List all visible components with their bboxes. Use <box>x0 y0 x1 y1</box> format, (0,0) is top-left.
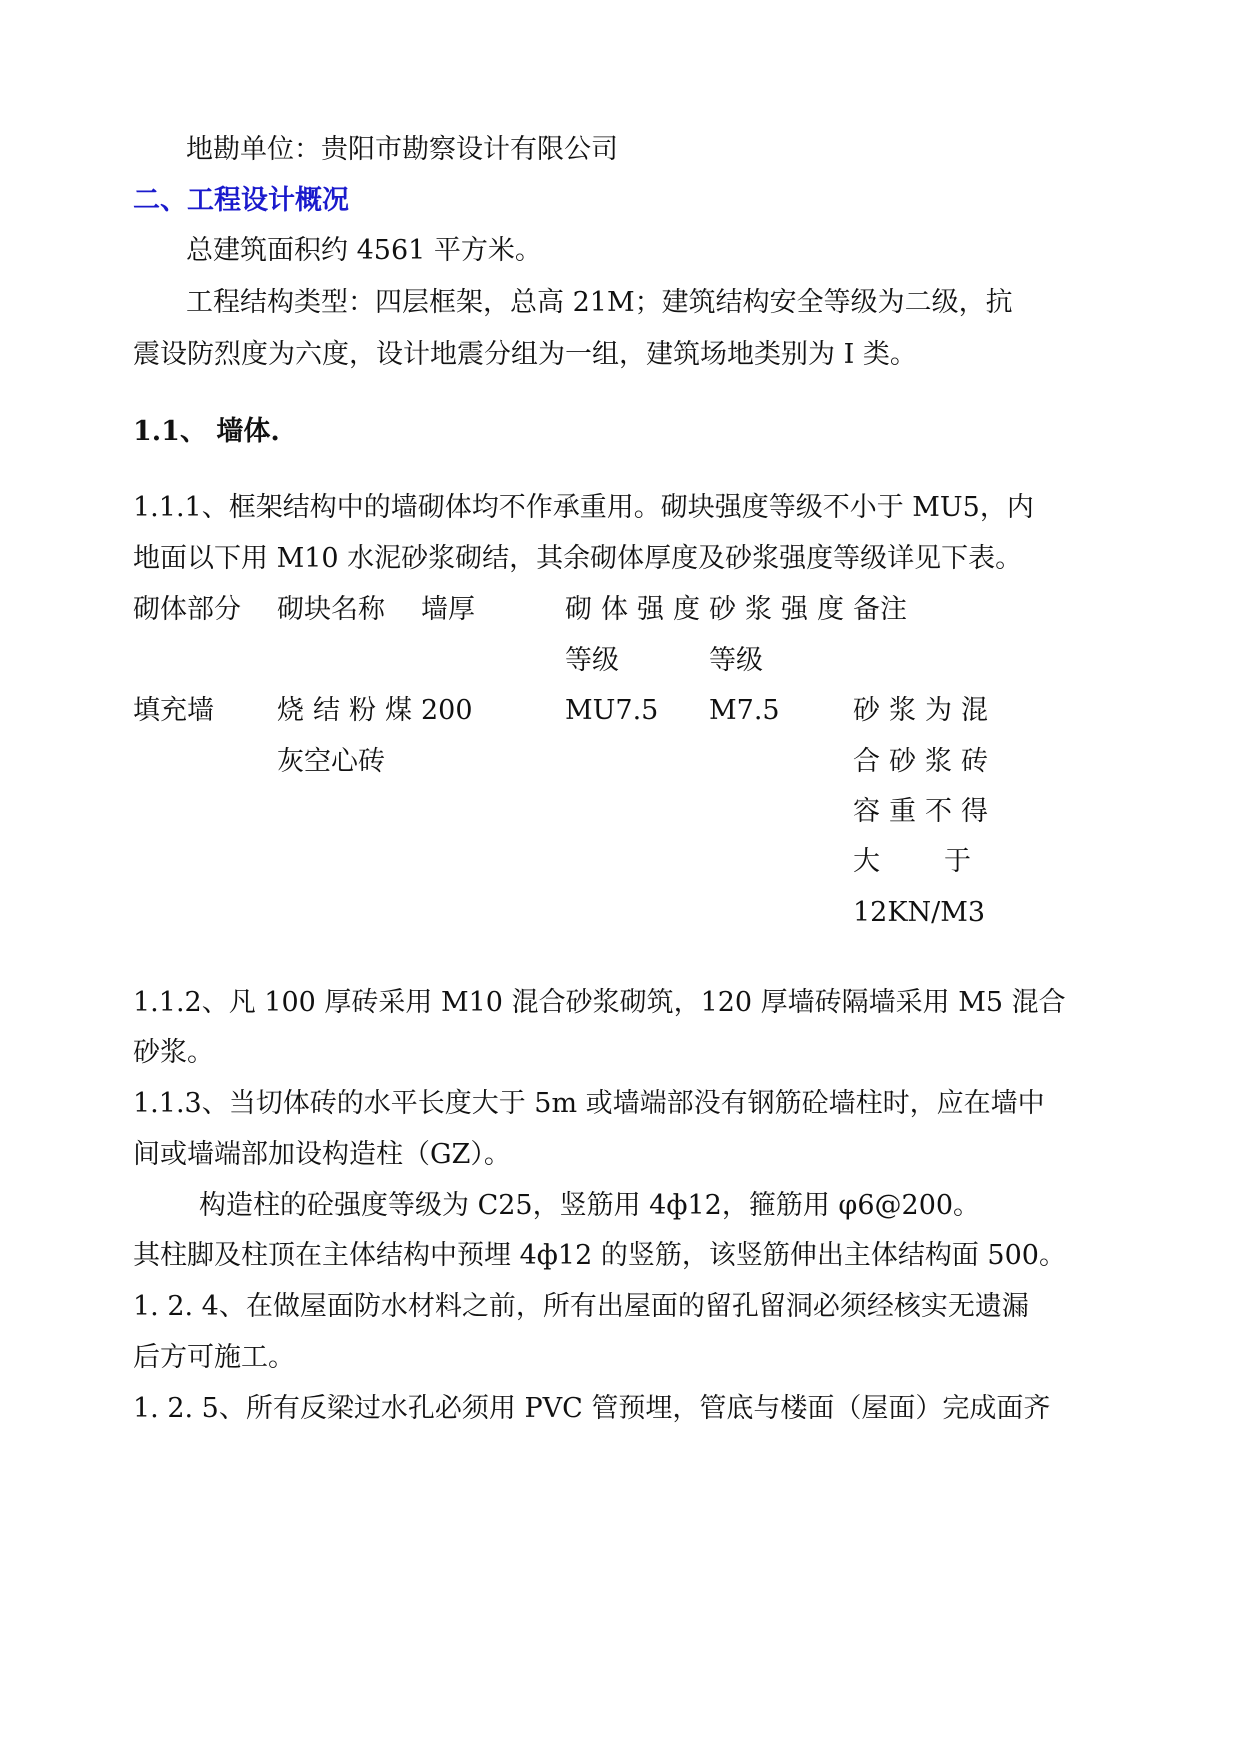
p112-line-1: 1.1.2、凡 100 厚砖采用 M10 混合砂浆砌筑，120 厚墙砖隔墙采用 M5 混合 <box>133 987 1066 1018</box>
table-header-part: 砌体部分 <box>133 594 241 625</box>
gz-line-1: 构造柱的砼强度等级为 C25，竖筋用 4ф12，箍筋用 φ6@200。 <box>199 1190 981 1221</box>
table-cell-block-name-1 <box>277 691 421 731</box>
table-cell-block-name-2: 灰空心砖 <box>277 746 385 777</box>
table-header-masonry-grade-1 <box>565 590 709 630</box>
table-cell-note-1 <box>853 691 997 731</box>
table-header-note: 备注 <box>853 594 907 625</box>
table-header-mortar-grade-2: 等级 <box>709 645 763 676</box>
note-text-4a: 大 <box>853 846 880 877</box>
note-text-4b: 于 <box>944 846 971 877</box>
p111-line-2: 地面以下用 M10 水泥砂浆砌结，其余砌体厚度及砂浆强度等级详见下表。 <box>133 543 1023 574</box>
p124-line-2: 后方可施工。 <box>133 1342 295 1373</box>
section2-heading: 二、工程设计概况 <box>133 185 349 216</box>
structure-type-line-2: 震设防烈度为六度，设计地震分组为一组，建筑场地类别为 I 类。 <box>133 339 917 370</box>
p112-line-2: 砂浆。 <box>133 1037 214 1068</box>
table-cell-note-3 <box>853 792 997 832</box>
table-cell-note-5: 12KN/M3 <box>853 897 986 928</box>
table-cell-thickness: 200 <box>421 695 473 726</box>
p113-line-1: 1.1.3、当切体砖的水平长度大于 5m 或墙端部没有钢筋砼墙柱时，应在墙中 <box>133 1088 1045 1119</box>
note-text-1: 砂浆为混 <box>853 695 997 726</box>
table-header-masonry-grade-text: 砌体强度 <box>565 594 709 625</box>
table-header-block-name: 砌块名称 <box>277 594 385 625</box>
p124-line-1: 1. 2. 4、在做屋面防水材料之前，所有出屋面的留孔留洞必须经核实无遗漏 <box>133 1291 1029 1322</box>
table-cell-note-2 <box>853 742 997 782</box>
p111-line-1: 1.1.1、框架结构中的墙砌体均不作承重用。砌块强度等级不小于 MU5，内 <box>133 492 1034 523</box>
table-header-mortar-grade-1 <box>709 590 853 630</box>
table-cell-mortar-grade: M7.5 <box>709 695 780 726</box>
table-header-mortar-grade-text: 砂浆强度 <box>709 594 853 625</box>
survey-unit-line: 地勘单位：贵阳市勘察设计有限公司 <box>186 134 618 165</box>
table-cell-part: 填充墙 <box>133 695 214 726</box>
p113-line-2: 间或墙端部加设构造柱（GZ）。 <box>133 1139 511 1170</box>
table-header-masonry-grade-2: 等级 <box>565 645 619 676</box>
table-cell-note-4 <box>853 842 971 882</box>
gz-line-2: 其柱脚及柱顶在主体结构中预埋 4ф12 的竖筋，该竖筋伸出主体结构面 500。 <box>133 1240 1066 1271</box>
structure-type-line-1: 工程结构类型：四层框架，总高 21M；建筑结构安全等级为二级，抗 <box>186 287 1013 318</box>
p125-line-1: 1. 2. 5、所有反梁过水孔必须用 PVC 管预埋，管底与楼面（屋面）完成面齐 <box>133 1393 1051 1424</box>
table-cell-masonry-grade: MU7.5 <box>565 695 659 726</box>
note-text-3: 容重不得 <box>853 796 997 827</box>
block-name-text-1: 烧结粉煤 <box>277 695 421 726</box>
table-header-thickness: 墙厚 <box>421 594 475 625</box>
total-area-line: 总建筑面积约 4561 平方米。 <box>186 235 542 266</box>
note-text-2: 合砂浆砖 <box>853 746 997 777</box>
section-1-1-heading: 1.1、 墙体. <box>133 416 280 447</box>
